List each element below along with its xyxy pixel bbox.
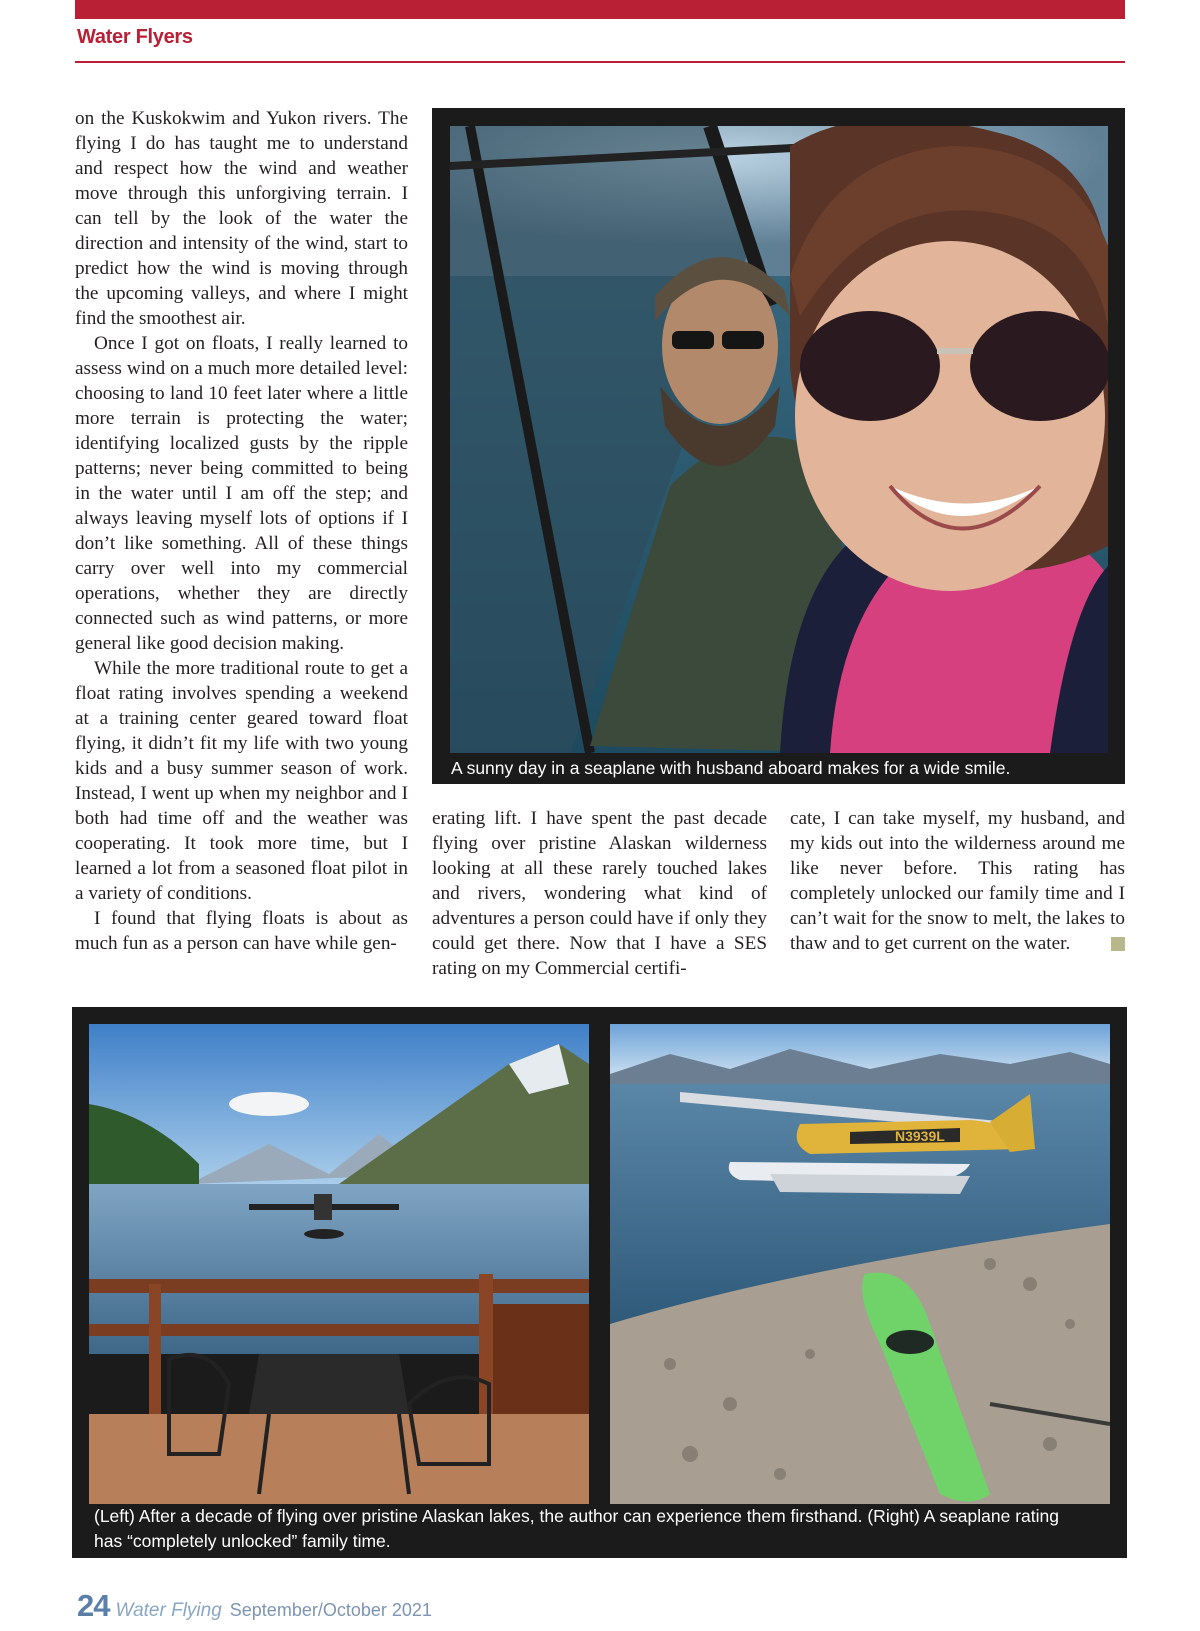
caption-line: (Left) After a decade of flying over pristine Alaskan lakes, the author can experience them firsthand. (Right) A seaplane rating [94, 1506, 1059, 1526]
page-footer [77, 1588, 432, 1624]
paragraph: I found that flying floats is about as much fun as a person can have while gen- [75, 908, 408, 954]
aircraft-registration: N3939L [895, 1128, 945, 1144]
bottom-photos-caption [94, 1504, 1114, 1554]
seaplane-selfie-photo [450, 126, 1108, 753]
lake-deck-photo [89, 1024, 589, 1504]
text-column-3 [790, 806, 1125, 956]
bottom-photos-frame [72, 1007, 1127, 1558]
paragraph-text: cate, I can take myself, my husband, and my kids out into the wilderness around me like never before. This rating has completely unlocked our family time and I can’t wait for the snow to melt, the lakes to thaw and to get current on the water. [790, 808, 1125, 954]
text-column-2 [432, 806, 767, 981]
issue-date: September/October 2021 [229, 1600, 432, 1620]
header-rule [75, 61, 1125, 63]
paragraph [790, 806, 1125, 956]
magazine-name: Water Flying [115, 1600, 222, 1621]
seaplane-kayak-photo [610, 1024, 1110, 1504]
paragraph: on the Kuskokwim and Yukon rivers. The flying I do has taught me to understand and respect how the wind and weather move through this unforgiving terrain. I can tell by the look of the water the direction and intensity of the wind, start to predict how the wind is moving through the upcoming valleys, and where I might find the smoothest air. [75, 108, 408, 329]
page-number: 24 [77, 1588, 110, 1623]
top-photo-caption: A sunny day in a seaplane with husband aboard makes for a wide smile. [451, 758, 1011, 778]
selfie-photo-frame [432, 108, 1125, 784]
text-column-1 [75, 106, 408, 956]
paragraph: While the more traditional route to get a float rating involves spending a weekend at a training center geared toward float flying, it didn’t fit my life with two young kids and a busy summer season of work. Instead, I went up when my neighbor and I both had time off and the weather was cooperating. It took more time, but I learned a lot from a seasoned float pilot in a variety of conditions. [75, 658, 408, 904]
top-color-bar [75, 0, 1125, 19]
section-title: Water Flyers [77, 26, 193, 48]
paragraph: Once I got on floats, I really learned to assess wind on a much more detailed level: choosing to land 10 feet later where a little more terrain is protecting the water; identifying localized gusts by the ripple patterns; never being committed to being in the water until I am off the step; and always leaving myself lots of options if I don’t like something. All of these things carry over well into my commercial operations, whether they are directly connected such as wind patterns, or more general like good decision making. [75, 333, 408, 654]
caption-line: has “completely unlocked” family time. [94, 1531, 391, 1551]
end-of-article-mark [1111, 937, 1125, 951]
paragraph: erating lift. I have spent the past decade flying over pristine Alaskan wilderness looking at all these rarely touched lakes and rivers, wondering what kind of adventures a person could have if only they could get there. Now that I have a SES rating on my Commercial certifi- [432, 808, 767, 979]
